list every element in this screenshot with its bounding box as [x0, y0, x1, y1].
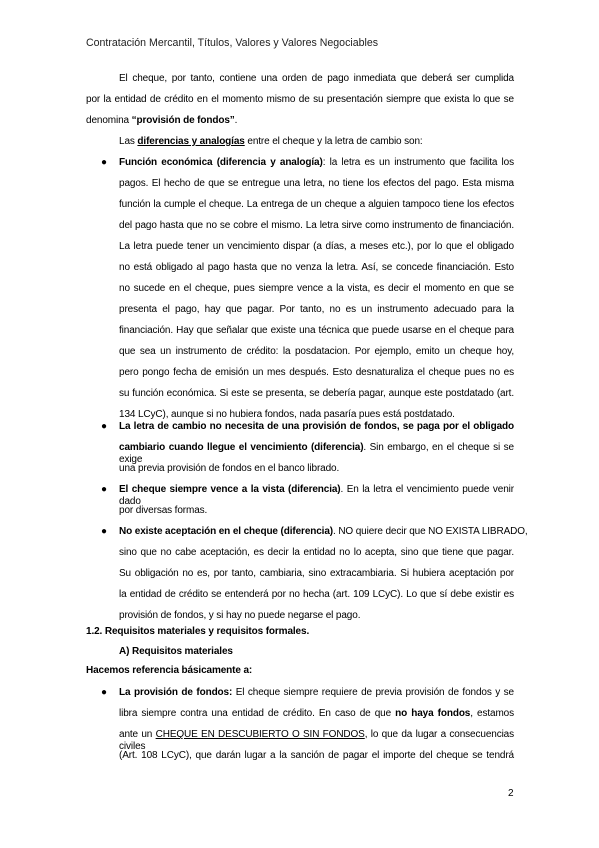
- bullet-line: [119, 708, 514, 720]
- bullet-line: sino que no cabe aceptación, es decir la entidad no lo acepta, sino que tiene que pagar.: [119, 547, 514, 558]
- bullet-icon: ●: [101, 687, 108, 698]
- bullet-icon: ●: [101, 421, 108, 432]
- text-span: , lo que da lugar a consecuencias civiles: [119, 729, 515, 752]
- bullet-line: pero pongo fecha de emisión un mes después. Esto desnaturaliza el cheque pues no es: [119, 367, 514, 378]
- bullet-line: 134 LCyC), aunque si no hubiera fondos, nada pasaría pues está postdatado.: [119, 409, 455, 420]
- bullet-line: presenta el pago, hay que pagar. Por tanto, no es un instrumento adecuado para la: [119, 304, 514, 315]
- text-span: entre el cheque y la letra de cambio son:: [244, 136, 423, 147]
- text-span: denomina: [86, 115, 132, 126]
- page-number: 2: [508, 788, 514, 799]
- bullet-line: que sea un instrumento de crédito: la posdatacion. Por ejemplo, emito un cheque hoy,: [119, 346, 514, 357]
- section-heading: 1.2. Requisitos materiales y requisitos formales.: [86, 626, 310, 637]
- underlined-term: CHEQUE EN DESCUBIERTO O SIN FONDOS: [155, 729, 365, 740]
- bullet-line: por diversas formas.: [119, 505, 208, 516]
- bullet-icon: ●: [101, 484, 108, 495]
- text-span: .: [234, 115, 238, 126]
- paragraph-line: El cheque, por tanto, contiene una orden de pago inmediata que deberá ser cumplida: [119, 73, 514, 84]
- bullet-line: provisión de fondos, y si hay no puede negarse el pago.: [119, 610, 361, 621]
- bullet-lead: Función económica (diferencia y analogía): [119, 157, 323, 168]
- bold-term: “provisión de fondos”: [131, 115, 235, 126]
- bullet-line: no está obligado al pago hasta que no venza la letra. Así, se concede financiación. Esto: [119, 262, 514, 273]
- bullet-lead: cambiario cuando llegue el vencimiento (diferencia): [119, 442, 364, 453]
- bullet-line: no sucede en el cheque, pues siempre vence a la vista, es decir el momento en que se: [119, 283, 514, 294]
- bullet-line: pagos. El hecho de que se entregue una letra, no tiene los efectos del pago. Esta misma: [119, 178, 514, 189]
- intro-line: [119, 136, 423, 148]
- text-span: Las: [119, 136, 138, 147]
- bullet-lead: La provisión de fondos:: [119, 687, 233, 698]
- bullet-line: [119, 687, 514, 699]
- text-span: El cheque siempre requiere de previa provisión de fondos y se: [232, 687, 514, 698]
- bullet-line: La letra de cambio no necesita de una provisión de fondos, se paga por el obligado: [119, 421, 514, 432]
- bullet-line: función la cumple el cheque. La entrega de un cheque a alguien tampoco tiene los efectos: [119, 199, 514, 210]
- bullet-line: financiación. Hay que señalar que existe una técnica que puede usarse en el cheque para: [119, 325, 514, 336]
- reference-heading: Hacemos referencia básicamente a:: [86, 665, 253, 676]
- bullet-line: su función económica. Si este se presenta, se debería pagar, aunque este postdatado (art.: [119, 388, 514, 399]
- bullet-line: [119, 157, 514, 169]
- bullet-lead: El cheque siempre vence a la vista (diferencia): [119, 484, 341, 495]
- underlined-term: diferencias y analogías: [137, 136, 245, 147]
- bullet-icon: ●: [101, 157, 108, 168]
- bullet-line: una previa provisión de fondos en el banco librado.: [119, 463, 340, 474]
- text-span: . En la letra el vencimiento puede venir dado: [119, 484, 514, 507]
- bullet-line: del pago hasta que no se cobre el mismo. La letra sirve como instrumento de financiación.: [119, 220, 514, 231]
- text-span: libra siempre contra una entidad de crédito. En caso de que: [119, 708, 396, 719]
- subsection-heading: A) Requisitos materiales: [119, 646, 233, 657]
- bullet-line: Su obligación no es, por tanto, cambiaria, sino extracambiaria. Si hubiera aceptación por: [119, 568, 514, 579]
- text-span: . Sin embargo, en el cheque si se exige: [119, 442, 514, 465]
- bullet-line: (Art. 108 LCyC), que darán lugar a la sanción de pagar el importe del cheque se tendrá: [119, 750, 514, 761]
- bullet-lead: No existe aceptación en el cheque (diferencia): [119, 526, 333, 537]
- text-span: . NO quiere decir que NO EXISTA LIBRADO,: [333, 526, 528, 537]
- text-span: : la letra es un instrumento que facilita los: [322, 157, 514, 168]
- text-span: , estamos: [470, 708, 514, 719]
- bullet-icon: ●: [101, 526, 108, 537]
- bullet-line: [119, 526, 528, 538]
- bullet-line: La letra puede tener un vencimiento dispar (a días, a meses etc.), por lo que el obligado: [119, 241, 514, 252]
- bold-term: no haya fondos: [395, 708, 471, 719]
- paragraph-line: [86, 115, 237, 127]
- paragraph-line: por la entidad de crédito en el momento mismo de su presentación siempre que exista lo que se: [86, 94, 514, 105]
- running-header: Contratación Mercantil, Títulos, Valores y Valores Negociables: [86, 37, 379, 49]
- text-span: ante un: [119, 729, 156, 740]
- bullet-line: la entidad de crédito se entenderá por no hecha (art. 109 LCyC). Lo que sí debe existir es: [119, 589, 514, 600]
